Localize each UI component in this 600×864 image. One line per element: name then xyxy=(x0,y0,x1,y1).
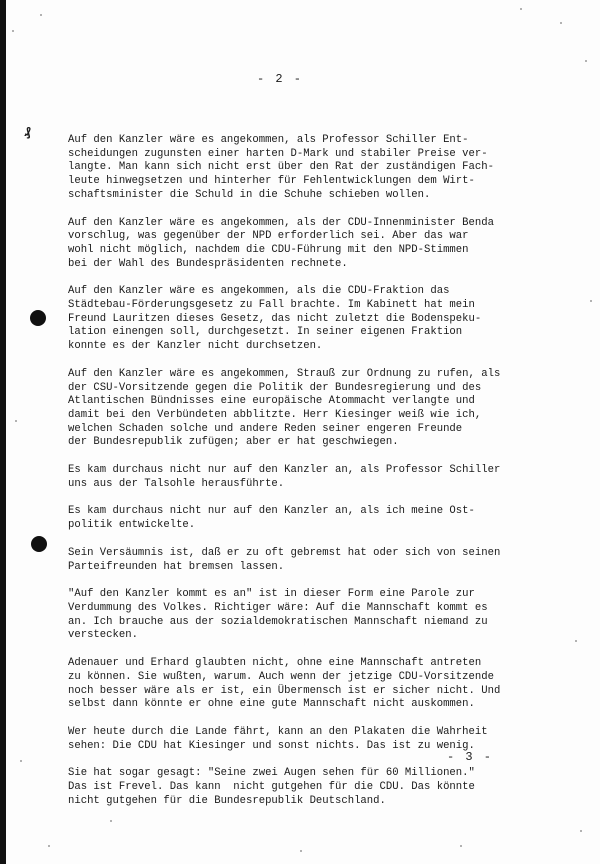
scan-speck xyxy=(575,640,577,642)
paragraph xyxy=(68,134,558,203)
text-line: sehen: Die CDU hat Kiesinger und sonst nichts. Das ist zu wenig. xyxy=(68,739,475,752)
paragraph xyxy=(68,464,558,491)
paragraph xyxy=(68,547,558,574)
text-line: Atlantischen Bündnisses eine europäische Atommacht verlangte und xyxy=(68,395,475,408)
paragraph xyxy=(68,767,558,808)
text-line: Das ist Frevel. Das kann nicht gutgehen für die CDU. Das könnte xyxy=(68,781,475,794)
scan-speck xyxy=(15,420,17,422)
text-line: Wer heute durch die Lande fährt, kann an den Plakaten die Wahrheit xyxy=(68,725,488,738)
text-line: politik entwickelte. xyxy=(68,519,196,532)
text-line: Auf den Kanzler wäre es angekommen, Strauß zur Ordnung zu rufen, als xyxy=(68,367,501,380)
text-line: an. Ich brauche aus der sozialdemokratischen Mannschaft niemand zu xyxy=(68,615,488,628)
text-line: Auf den Kanzler wäre es angekommen, als Professor Schiller Ent- xyxy=(68,134,469,146)
text-line: Sein Versäumnis ist, daß er zu oft gebremst hat oder sich von seinen xyxy=(68,546,501,559)
text-line: schaftsminister die Schuld in die Schuhe schieben wollen. xyxy=(68,188,431,201)
scan-speck xyxy=(110,820,112,822)
text-line: leute hinwegsetzen und hinterher für Fehlentwicklungen dem Wirt- xyxy=(68,175,475,188)
text-line: bei der Wahl des Bundespräsidenten rechnete. xyxy=(68,257,348,270)
text-line: selbst dann könnte er ohne eine gute Mannschaft nicht auskommen. xyxy=(68,698,475,711)
text-line: lation einengen soll, durchgesetzt. In seiner eigenen Fraktion xyxy=(68,326,463,339)
text-line: Parteifreunden hat bremsen lassen. xyxy=(68,560,285,573)
paragraph xyxy=(68,368,558,450)
page-number-header: - 2 - xyxy=(256,72,303,86)
body-text xyxy=(68,134,558,822)
scan-speck xyxy=(585,60,587,62)
scan-speck xyxy=(12,30,14,32)
text-line: welchen Schaden solche und andere Reden seiner engeren Freunde xyxy=(68,422,463,435)
scan-speck xyxy=(580,830,582,832)
text-line: noch besser wäre als er ist, ein Übermensch ist er sicher nicht. Und xyxy=(68,684,501,697)
text-line: der CSU-Vorsitzende gegen die Politik der Bundesregierung und des xyxy=(68,381,482,394)
paragraph xyxy=(68,588,558,643)
text-line: Auf den Kanzler wäre es angekommen, als die CDU-Fraktion das xyxy=(68,285,450,298)
margin-mark: ₰ xyxy=(24,126,32,140)
text-line: scheidungen zugunsten einer harten D-Mark und stabiler Preise ver- xyxy=(68,147,488,160)
text-line: der Bundesrepublik zufügen; aber er hat geschwiegen. xyxy=(68,436,399,449)
paragraph xyxy=(68,505,558,532)
scan-speck xyxy=(40,14,42,16)
text-line: Freund Lauritzen dieses Gesetz, das nicht zuletzt die Bodenspeku- xyxy=(68,312,482,325)
text-line: Auf den Kanzler wäre es angekommen, als der CDU-Innenminister Benda xyxy=(68,216,494,229)
paragraph xyxy=(68,217,558,272)
scan-speck xyxy=(48,845,50,847)
scan-speck xyxy=(520,8,522,10)
page-number-footer: - 3 - xyxy=(446,750,493,764)
text-line: nicht gutgehen für die Bundesrepublik Deutschland. xyxy=(68,794,386,807)
text-line: Adenauer und Erhard glaubten nicht, ohne eine Mannschaft antreten xyxy=(68,657,482,670)
text-line: Verdummung des Volkes. Richtiger wäre: Auf die Mannschaft kommt es xyxy=(68,601,488,614)
scan-speck xyxy=(590,300,592,302)
paragraph xyxy=(68,285,558,354)
scan-speck xyxy=(20,760,22,762)
punch-hole-mark xyxy=(30,310,46,326)
scan-speck xyxy=(460,845,462,847)
scan-speck xyxy=(560,22,562,24)
scan-speck xyxy=(300,850,302,852)
text-line: Es kam durchaus nicht nur auf den Kanzler an, als Professor Schiller xyxy=(68,464,501,477)
paragraph xyxy=(68,657,558,712)
text-line: Sie hat sogar gesagt: "Seine zwei Augen sehen für 60 Millionen." xyxy=(68,767,475,780)
text-line: langte. Man kann sich nicht erst über den Rat der zuständigen Fach- xyxy=(68,161,494,174)
text-line: damit bei den Verbündeten abblitzte. Herr Kiesinger weiß wie ich, xyxy=(68,408,482,421)
text-line: konnte es der Kanzler nicht durchsetzen. xyxy=(68,340,323,353)
text-line: "Auf den Kanzler kommt es an" ist in dieser Form eine Parole zur xyxy=(68,588,475,601)
text-line: Städtebau-Förderungsgesetz zu Fall brachte. Im Kabinett hat mein xyxy=(68,299,475,312)
text-line: wohl nicht möglich, nachdem die CDU-Führung mit den NPD-Stimmen xyxy=(68,243,469,256)
scan-edge xyxy=(0,0,6,864)
punch-hole-mark xyxy=(31,536,47,552)
text-line: uns aus der Talsohle herausführte. xyxy=(68,477,285,490)
text-line: vorschlug, was gegenüber der NPD erforderlich sei. Aber das war xyxy=(68,230,469,243)
text-line: verstecken. xyxy=(68,629,138,642)
text-line: Es kam durchaus nicht nur auf den Kanzler an, als ich meine Ost- xyxy=(68,505,475,518)
text-line: zu können. Sie wußten, warum. Auch wenn der jetzige CDU-Vorsitzende xyxy=(68,670,494,683)
